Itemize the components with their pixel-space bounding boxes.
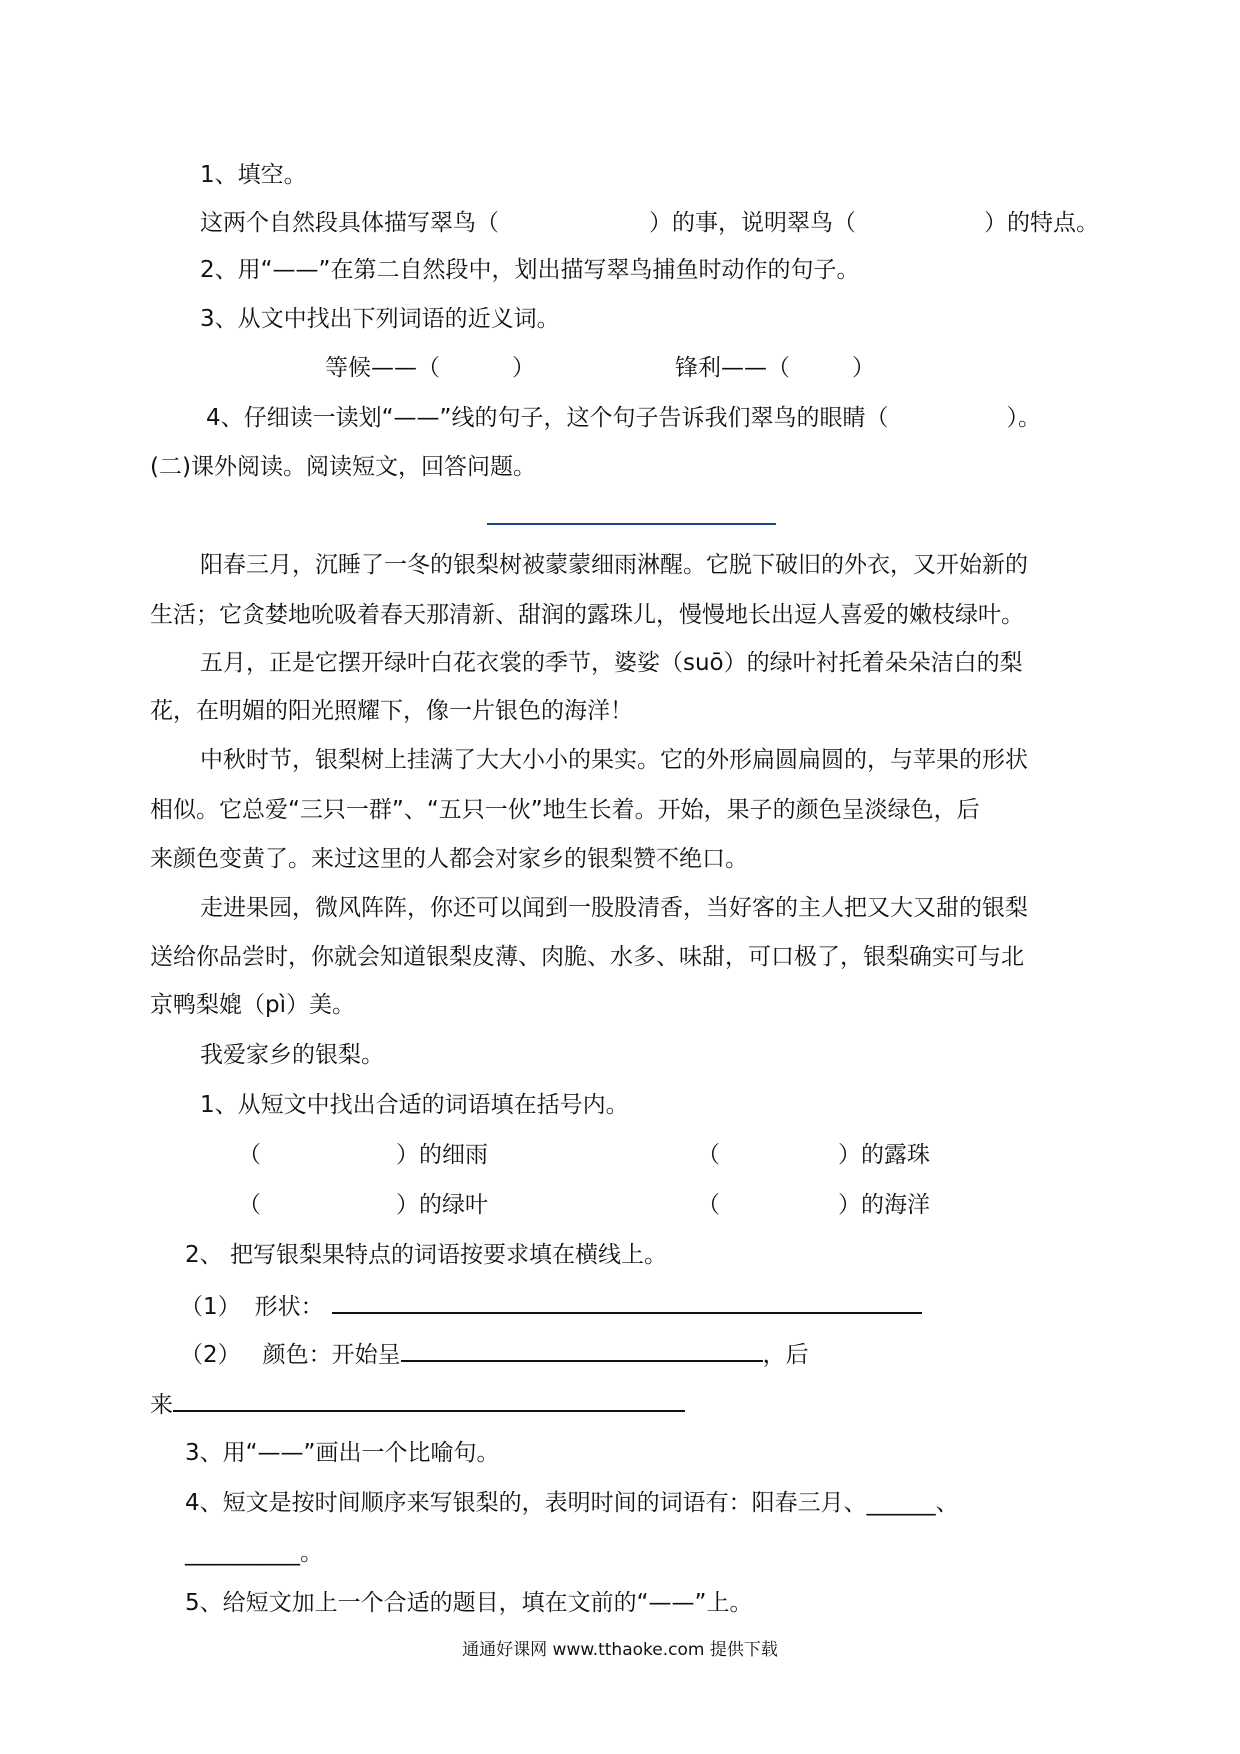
- synonym-line: [325, 353, 875, 383]
- question-5: 5、给短文加上一个合适的题目，填在文前的“——”上。: [185, 1590, 753, 1616]
- q1-text-b: ）的事，说明翠鸟（: [649, 210, 856, 236]
- q1-title: 1、填空。: [200, 162, 307, 188]
- q3-text: 3、从文中找出下列词语的近义词。: [200, 306, 560, 332]
- synonym-1-label: 等候——（: [325, 355, 440, 381]
- q2-text: 2、用“——”在第二自然段中，划出描写翠鸟捕鱼时动作的句子。: [200, 257, 860, 283]
- shape-answer-line: [332, 1290, 922, 1314]
- passage-line: 相似。它总爱“三只一群”、“五只一伙”地生长着。开始，果子的颜色呈淡绿色，后: [150, 797, 980, 823]
- passage-line: 中秋时节，银梨树上挂满了大大小小的果实。它的外形扁圆扁圆的，与苹果的形状: [200, 747, 1028, 773]
- question-2: 2、 把写银梨果特点的词语按要求填在横线上。: [185, 1242, 667, 1268]
- passage-line: 生活；它贪婪地吮吸着春天那清新、甜润的露珠儿，慢慢地长出逗人喜爱的嫩枝绿叶。: [150, 602, 1024, 628]
- color-number: （2）: [180, 1342, 241, 1368]
- synonym-1-close: ）: [512, 355, 535, 381]
- question-2-shape: [180, 1290, 922, 1322]
- synonym-2-close: ）: [852, 355, 875, 381]
- blank-item-4: （ ）的海洋: [697, 1192, 930, 1218]
- q1-fill-line: [200, 208, 1099, 238]
- color-cont-label: 来: [150, 1392, 173, 1418]
- question-2-color: [180, 1338, 809, 1370]
- q1-text-a: 这两个自然段具体描写翠鸟（: [200, 210, 499, 236]
- question-4: 4、短文是按时间顺序来写银梨的，表明时间的词语有：阳春三月、______、: [185, 1490, 959, 1516]
- color-label: 颜色：开始呈: [262, 1342, 401, 1368]
- shape-label: 形状：: [254, 1294, 324, 1320]
- question-4-cont: __________。: [185, 1540, 323, 1566]
- q1-text-c: ）的特点。: [984, 210, 1099, 236]
- question-2-color-cont: [150, 1388, 685, 1420]
- blank-item-1: （ ）的细雨: [238, 1142, 488, 1168]
- color-start-line: [401, 1338, 763, 1362]
- passage-line: 花，在明媚的阳光照耀下，像一片银色的海洋！: [150, 698, 633, 724]
- shape-number: （1）: [180, 1294, 241, 1320]
- footer-credit: 通通好课网 www.tthaoke.com 提供下载: [462, 1640, 778, 1660]
- section-2-heading: (二)课外阅读。阅读短文，回答问题。: [150, 454, 536, 480]
- passage-line: 我爱家乡的银梨。: [200, 1042, 384, 1068]
- passage-line: 五月，正是它摆开绿叶白花衣裳的季节，婆娑（suō）的绿叶衬托着朵朵洁白的梨: [200, 650, 1023, 676]
- passage-line: 送给你品尝时，你就会知道银梨皮薄、肉脆、水多、味甜，可口极了，银梨确实可与北: [150, 944, 1024, 970]
- passage-line: 阳春三月，沉睡了一冬的银梨树被蒙蒙细雨淋醒。它脱下破旧的外衣，又开始新的: [200, 552, 1028, 578]
- passage-line: 京鸭梨媲（pì）美。: [150, 992, 355, 1018]
- color-mid: ，后: [762, 1342, 809, 1368]
- passage-line: 来颜色变黄了。来过这里的人都会对家乡的银梨赞不绝口。: [150, 846, 748, 872]
- synonym-2-label: 锋利——（: [675, 355, 790, 381]
- blank-item-2: （ ）的露珠: [697, 1142, 930, 1168]
- question-1: 1、从短文中找出合适的词语填在括号内。: [200, 1092, 629, 1118]
- q4-text-b: ）。: [1006, 405, 1041, 431]
- q4-line: [206, 403, 1041, 433]
- title-blank-line: [487, 523, 776, 525]
- blank-item-3: （ ）的绿叶: [238, 1192, 488, 1218]
- passage-line: 走进果园，微风阵阵，你还可以闻到一股股清香，当好客的主人把又大又甜的银梨: [200, 895, 1028, 921]
- color-later-line: [173, 1388, 685, 1412]
- question-3: 3、用“——”画出一个比喻句。: [185, 1440, 500, 1466]
- q4-text-a: 4、仔细读一读划“——”线的句子，这个句子告诉我们翠鸟的眼睛（: [206, 405, 889, 431]
